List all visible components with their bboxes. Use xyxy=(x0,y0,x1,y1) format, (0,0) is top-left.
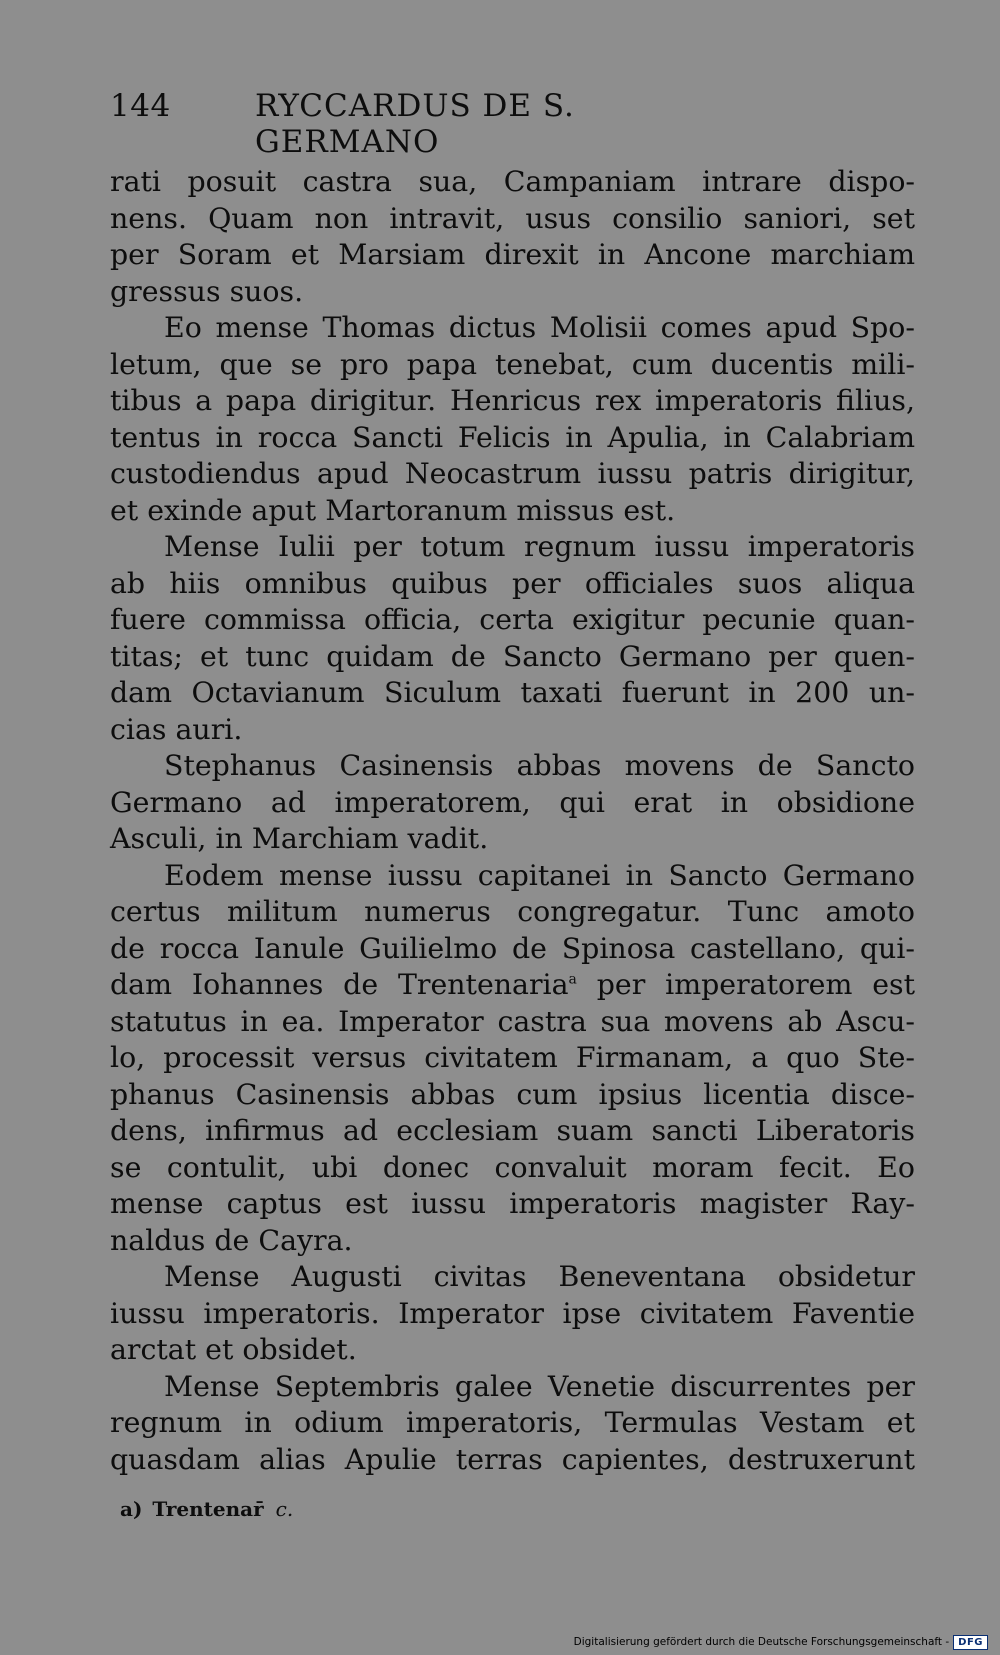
dfg-logo-icon: DFG xyxy=(953,1635,988,1650)
text-line: iussu imperatoris. Imperator ipse civitatem Faventie xyxy=(110,1296,915,1330)
text-line: nens. Quam non intravit, usus consilio saniori, set xyxy=(110,201,915,235)
footnote xyxy=(120,1497,293,1521)
text-line: dens, infirmus ad ecclesiam suam sancti Liberatoris xyxy=(110,1114,915,1147)
paragraph xyxy=(110,858,915,1260)
text-line: ab hiis omnibus quibus per officiales suos aliqua xyxy=(110,566,915,600)
paragraph xyxy=(110,529,915,748)
text-line: cias auri. xyxy=(110,712,243,746)
text-line: Eodem mense iussu capitanei in Sancto Germano xyxy=(164,858,915,892)
text-line-with-note xyxy=(110,967,915,1004)
text-line: Eo mense Thomas dictus Molisii comes apud Spo- xyxy=(164,311,915,344)
text-segment: per imperatorem est xyxy=(576,968,915,1001)
text-line: fuere commissa officia, certa exigitur pecunie quan- xyxy=(110,603,915,636)
page-number: 144 xyxy=(110,88,171,124)
text-line: Germano ad imperatorem, qui erat in obsidione xyxy=(110,785,915,819)
text-line: Mense Septembris galee Venetie discurrentes per xyxy=(164,1369,915,1403)
footnote-ref: a) xyxy=(120,1497,143,1521)
text-line: rati posuit castra sua, Campaniam intrare dispo- xyxy=(110,165,915,198)
text-line: Stephanus Casinensis abbas movens de Sancto xyxy=(164,749,915,782)
text-line: se contulit, ubi donec convaluit moram fecit. Eo xyxy=(110,1150,915,1184)
text-line: dam Octavianum Siculum taxati fuerunt in 200 un- xyxy=(110,676,915,709)
text-line: arctat et obsidet. xyxy=(110,1333,357,1366)
running-title: RYCCARDUS DE S. GERMANO xyxy=(255,88,575,160)
text-line: quasdam alias Apulie terras capientes, destruxerunt xyxy=(110,1442,915,1476)
text-line: Asculi, in Marchiam vadit. xyxy=(110,822,489,855)
text-line: titas; et tunc quidam de Sancto Germano per quen- xyxy=(110,639,915,673)
funding-credit: Digitalisierung gefördert durch die Deutsche Forschungsgemeinschaft - xyxy=(573,1636,950,1648)
text-line: tibus a papa dirigitur. Henricus rex imperatoris filius, xyxy=(110,384,915,417)
text-line: regnum in odium imperatoris, Termulas Vestam et xyxy=(110,1406,915,1439)
text-line: letum, que se pro papa tenebat, cum ducentis mili- xyxy=(110,347,915,381)
footnote-text: Trentenar̄ xyxy=(152,1497,264,1521)
paragraph xyxy=(110,1369,915,1479)
paragraph xyxy=(110,1259,915,1369)
paragraph xyxy=(110,310,915,529)
text-line: phanus Casinensis abbas cum ipsius licentia disce- xyxy=(110,1077,915,1111)
paragraph xyxy=(110,164,915,310)
text-line: gressus suos. xyxy=(110,274,304,308)
paragraph xyxy=(110,748,915,858)
text-line: certus militum numerus congregatur. Tunc amoto xyxy=(110,895,915,928)
text-line: statutus in ea. Imperator castra sua movens ab Ascu- xyxy=(110,1004,915,1038)
text-line: de rocca Ianule Guilielmo de Spinosa castellano, qui- xyxy=(110,931,915,965)
text-line: per Soram et Marsiam direxit in Ancone marchiam xyxy=(110,238,915,271)
text-line: naldus de Cayra. xyxy=(110,1223,353,1257)
text-line: tentus in rocca Sancti Felicis in Apulia, in Calabriam xyxy=(110,420,915,454)
text-line: custodiendus apud Neocastrum iussu patris dirigitur, xyxy=(110,457,915,490)
footnote-mark: a xyxy=(568,971,577,988)
running-head xyxy=(110,88,770,160)
text-line: et exinde aput Martoranum missus est. xyxy=(110,493,676,527)
text-line: Mense Augusti civitas Beneventana obsidetur xyxy=(164,1260,915,1293)
text-line: lo, processit versus civitatem Firmanam, a quo Ste- xyxy=(110,1041,915,1074)
footnote-sigla: c. xyxy=(275,1497,294,1521)
text-segment: dam Iohannes de Trentenaria xyxy=(110,968,569,1001)
digitization-footer xyxy=(574,1632,988,1652)
text-line: mense captus est iussu imperatoris magister Ray- xyxy=(110,1187,915,1220)
main-text xyxy=(110,164,915,1478)
text-line: Mense Iulii per totum regnum iussu imperatoris xyxy=(164,530,915,563)
